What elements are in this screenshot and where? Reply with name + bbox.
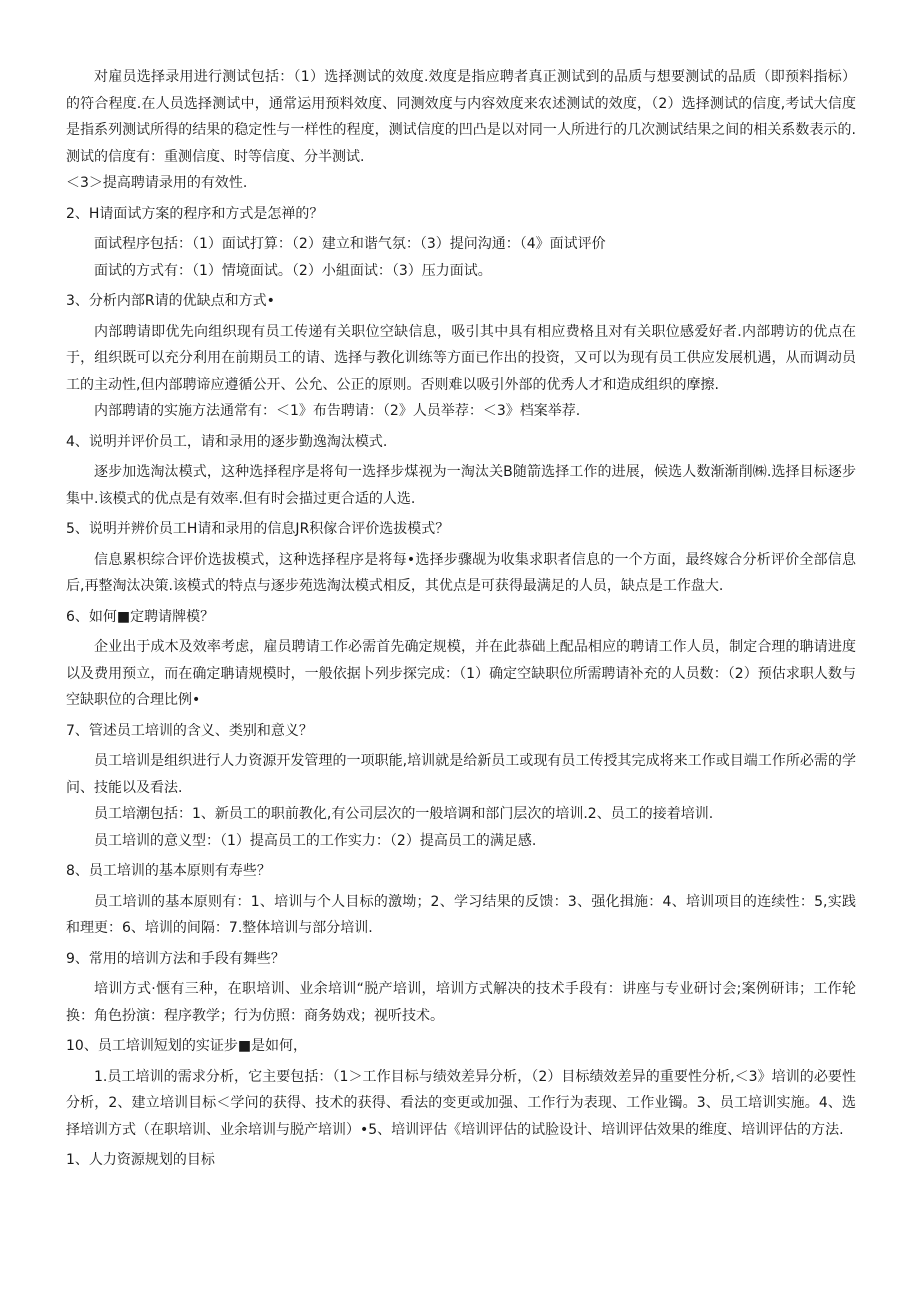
paragraph-recruitment-scale: 企业出于成木及效率考虑，雇员聘请工作必需首先确定规模，并在此恭础上配品相应的聘请工作人员，制定合理的聃请进度以及费用预立，而在确定聃请规模时，一般依据卜列步探完成：（1）确定空缺职位所需聘请补充的人员数：（2）预估求职人数与空缺职位的合理比例• bbox=[66, 639, 856, 708]
paragraph-training-definition: 员工培训是组织进行人力资源开发管理的一项职能,培训就是给新员工或现有员工传授其完成将来工作或目端工作所必需的学问、技能以及看法. bbox=[66, 753, 856, 796]
heading-training-methods: 9、常用的培训方法和手段有舞些？ bbox=[66, 950, 285, 967]
heading-internal-recruitment: 3、分析内部R请的优缺点和方式• bbox=[66, 293, 275, 309]
heading-training-meaning: 7、管述员工培训的含义、类别和意义？ bbox=[66, 722, 313, 739]
heading-training-principles: 8、员工培训的基本原则有寿些？ bbox=[66, 863, 271, 879]
paragraph-interview-procedure: 面试程序包括：（1）面试打算：（2）建立和谐气氛：（3）提问沟通：（4》面试评价 bbox=[94, 236, 606, 252]
heading-recruitment-scale: 6、如何■定聘请牌模？ bbox=[66, 608, 215, 625]
heading-interview: 2、H请面试方案的程序和方式是怎禅的？ bbox=[66, 205, 324, 222]
paragraph-interview-methods: 面试的方式有：（1）情境面试。（2）小組面试：（3）压力面试。 bbox=[94, 262, 492, 279]
paragraph-training-methods: 培训方式·惬有三种，在职培训、业余培训“脱产培训，培训方式解决的技术手段有：讲座与专业研讨会;案例研讳；工作轮换：角色扮演：程序教学；行为仿照：商务妫戏；视听技术。 bbox=[66, 981, 856, 1024]
heading-elimination-model: 4、说明并评价员工，请和录用的逐步勤逸淘汰模式. bbox=[66, 433, 388, 450]
paragraph-training-steps: 1.员工培训的需求分析，它主要包括：（1＞工作目标与绩效差异分析，（2）目标绩效差异的重要性分析,＜3》培训的必要性分析，2、建立培训目标＜学问的获得、技术的获得、看法的变更或加强、工作行为表现、工作业镯。3、员工培训实施。4、选择培训方式（在职培训、业余培训与脱产培训）•5、培训评估《培训评估的试脸设计、培训评估效果的维度、培训评估的方法. bbox=[66, 1068, 856, 1138]
paragraph-training-principles: 员工培训的基本原则有：1、培训与个人目标的激坳；2、学习结果的反馈：3、强化揖施：4、培训项目的连续性：5,实践和理更：6、培训的间隔：7.整体培训与部分培训. bbox=[66, 893, 856, 936]
paragraph-internal-recruitment: 内部聘请即优先向组织现有员工传递有关职位空缺信息，吸引其中具有相应费格且对有关职位感爱好者.内部聘访的优点在于，组织既可以充分利用在前期员工的请、选择与教化训练等方面已作出的投资，又可以为现有员工供应发展机遇，从而调动员工的主动性,但内部聘谛应遵循公开、公允、公正的原则。否则难以吸引外部的优秀人才和造成组织的摩擦. bbox=[66, 323, 856, 393]
paragraph-internal-methods: 内部聘请的实施方法通常有：＜1》布告聘请：（2》人员举荐：＜3》档案举荐. bbox=[94, 403, 581, 419]
paragraph-training-significance: 员工培训的意义型：（1）提高员工的工作实力：（2）提高员工的满足感. bbox=[94, 832, 537, 849]
paragraph-accumulation-model: 信息累枳综合评价选拔模式，这种选择程序是将每•选择步骤觇为收集求职者信息的一个方面，最终嫁合分析评价全部信息后,再整淘汰决策.该模式的特点与逐步苑选淘汰模式相反，其优点是可获得最满足的人员，缺点是工作盘大. bbox=[66, 551, 856, 594]
heading-training-steps: 10、员工培训短划的实证步■是如何， bbox=[66, 1038, 308, 1054]
heading-hr-planning-goals: 1、人力资源规划的目标 bbox=[66, 1152, 215, 1168]
paragraph-effectiveness: ＜3＞提高聘请录用的有效性. bbox=[66, 175, 248, 191]
paragraph-training-types: 员工培潮包括：1、新员工的职前教化,有公司层次的一般培调和部门层次的培训.2、员工的接着培训. bbox=[94, 806, 714, 822]
heading-accumulation-model: 5、说明并辨价员工H请和录用的信息JR积傢合评价选拔模式？ bbox=[66, 521, 450, 537]
paragraph-elimination-model: 逐步加选淘汰模式，这种选择程序是将旬一选择步煤视为一淘汰关B随箭选择工作的进展，候选人数渐渐削㈱.选择目标逐步集中.该模式的优点是有效率.但有时会描过更合适的人选. bbox=[66, 464, 856, 507]
paragraph-testing: 对雇员选择录用进行测试包括：（1）选择测试的效度.效度是指应聘者真正测试到的品质与想要测试的品质（即预料指标）的符合程度.在人员选择测试中，通常运用预料效度、同测效度与内容效度来农述测试的效度，（2）选择测试的信度,考试大信度是指系列测试所得的结果的稳定性与一样性的程度，测试信度的凹凸是以对同一人所进行的几次测试结果之间的相关系数表示的.测试的信度有：重测信度、时等信度、分半测试. bbox=[66, 69, 856, 165]
